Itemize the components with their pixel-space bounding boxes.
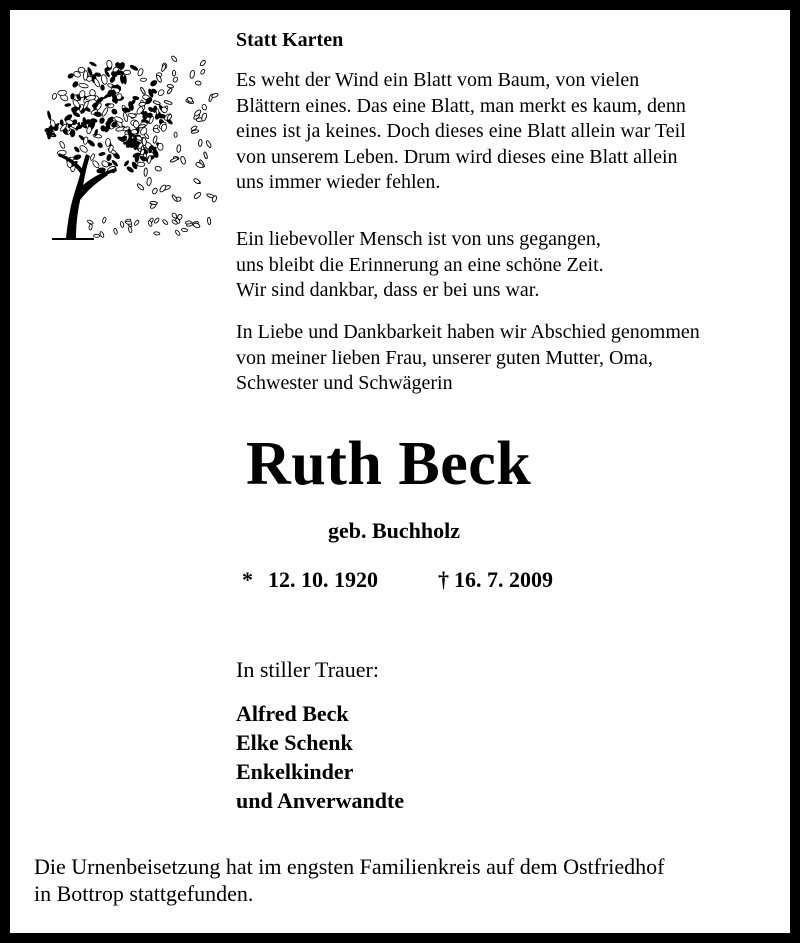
death-symbol: † [438, 567, 449, 592]
poem-line: Blättern eines. Das eine Blatt, man merkt es kaum, denn [236, 94, 686, 117]
deceased-name: Ruth Beck [246, 430, 532, 498]
poem-line: eines ist ja keines. Doch dieses eine Blatt allein war Teil [236, 120, 686, 142]
poem-line: Es weht der Wind ein Blatt vom Baum, von vielen [236, 69, 640, 91]
farewell-line: In Liebe und Dankbarkeit haben wir Abschied genommen [236, 321, 700, 343]
life-dates [242, 567, 800, 597]
verse-line: uns bleibt die Erinnerung an eine schöne Zeit. [236, 253, 604, 276]
farewell-text [236, 320, 700, 397]
farewell-line: von meiner lieben Frau, unserer guten Mutter, Oma, [236, 346, 653, 369]
verse [236, 227, 604, 304]
footer-line: Die Urnenbeisetzung hat im engsten Familienkreis auf dem Ostfriedhof [34, 854, 665, 879]
mourners-list [236, 699, 404, 815]
maiden-name: geb. Buchholz [328, 518, 461, 543]
poem-line: uns immer wieder fehlen. [236, 171, 441, 193]
footer-line: in Bottrop stattgefunden. [34, 881, 254, 906]
death-date: 16. 7. 2009 [454, 567, 553, 592]
header-title: Statt Karten [236, 29, 344, 51]
verse-line: Wir sind dankbar, dass er bei uns war. [236, 279, 540, 301]
verse-line: Ein liebevoller Mensch ist von uns gegangen, [236, 228, 601, 250]
mourners-intro: In stiller Trauer: [236, 657, 379, 682]
poem-line: von unserem Leben. Drum wird dieses eine Blatt allein [236, 145, 678, 168]
mourner-name: Alfred Beck [236, 701, 349, 726]
mourner-name: Elke Schenk [236, 730, 353, 755]
birth-symbol: * [242, 567, 253, 592]
footer-note [34, 853, 665, 907]
birth-date: 12. 10. 1920 [268, 567, 378, 592]
mourner-name: und Anverwandte [236, 788, 405, 813]
windblown-tree-icon [30, 48, 220, 240]
mourner-name: Enkelkinder [236, 759, 354, 784]
farewell-line: Schwester und Schwägerin [236, 372, 453, 394]
poem [236, 68, 686, 196]
